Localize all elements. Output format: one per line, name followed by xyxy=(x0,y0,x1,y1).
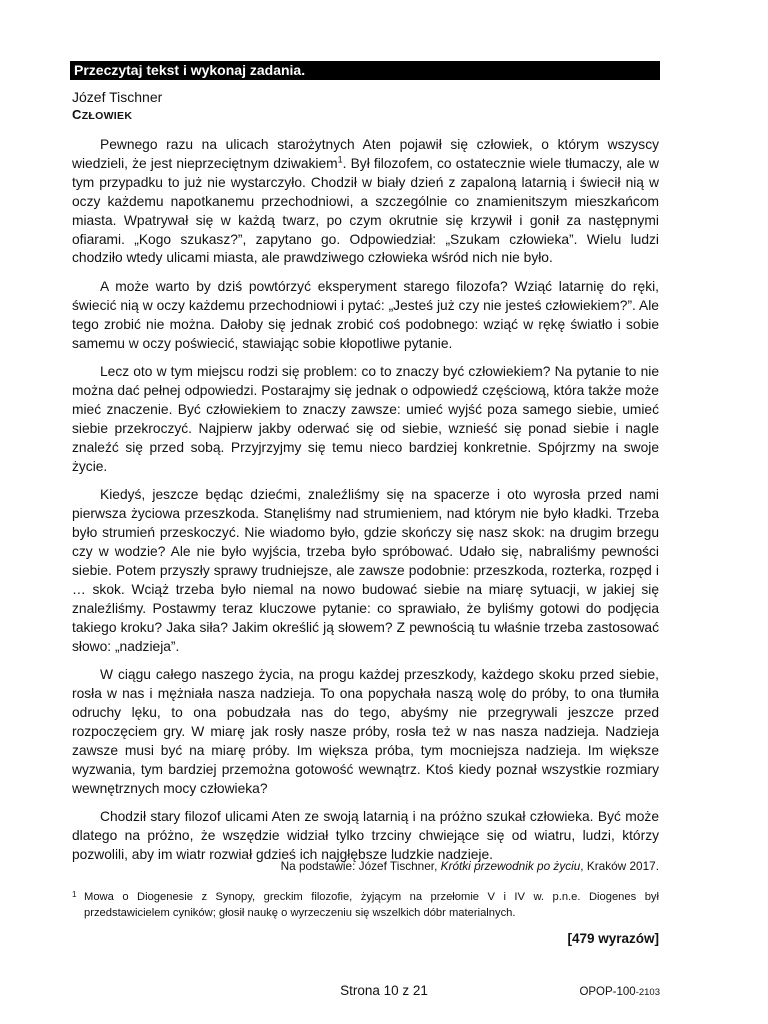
exam-code-main: OPOP-100 xyxy=(579,986,636,998)
paragraph-1-before: Pewnego razu na ulicach starożytnych Aten pojawił się człowiek, o którym wszyscy wiedzieli, że jest nieprzeciętnym dziwakiem xyxy=(72,137,659,171)
page-number: Strona 10 z 21 xyxy=(340,983,428,998)
source-book-title: Krótki przewodnik po życiu xyxy=(440,859,581,873)
exam-code xyxy=(579,984,660,1001)
author-name: Józef Tischner xyxy=(72,89,163,105)
title-rest: ZŁOWIEK xyxy=(81,110,133,122)
source-suffix: , Kraków 2017. xyxy=(580,859,659,873)
footnote-ref: 1 xyxy=(337,154,343,165)
paragraph-1-after: . Był filozofem, co ostatecznie wiele tłumaczy, ale w tym przypadku to już nie wystarczyło. Chodził w biały dzień z zapaloną latarnią i świecił nią w oczy każdemu napotkanemu przechodniowi, a szczególnie co znamienitszym mieszkańcom miasta. Wpatrywał się w każdą twarz, po czym okrutnie się krzywił i gonił za następnymi ofiarami. „Kogo szukasz?”, zapytano go. Odpowiedział: „Szukam człowieka”. Wielu ludzi chodziło wtedy ulicami miasta, ale prawdziwego człowieka wśród nich nie było. xyxy=(72,155,659,266)
paragraph-5: W ciągu całego naszego życia, na progu każdej przeszkody, każdego skoku przed siebie, rosła w nas i mężniała nasza nadzieja. To ona popychała naszą wolę do próby, to ona tłumiła odruchy lęku, to ona pobudzała nas do tego, abyśmy nie przegrywali jeszcze przed rozpoczęciem gry. W miarę jak rosły nasze próby, rosła też w nas nasza nadzieja. Nadzieja zawsze musi być na miarę próby. Im większa próba, tym mocniejsza nadzieja. Im większe wyzwania, tym bardziej przemożna gotowość wewnątrz. Ktoś kiedy poznał wszystkie rozmiary wewnętrznych mocy człowieka? xyxy=(72,667,659,796)
paragraph-6: Chodził stary filozof ulicami Aten ze swoją latarnią i na próżno szukał człowieka. Być może dlatego na próżno, że wszędzie widział tylko trzciny chwiejące się od wiatru, ludzi, którzy pozwolili, aby im wiatr rozwiał gdzieś ich najgłębsze ludzkie nadzieje. xyxy=(72,809,659,863)
paragraph-2: A może warto by dziś powtórzyć eksperyment starego filozofa? Wziąć latarnię do ręki, świecić nią w oczy każdemu przechodniowi i pytać: „Jesteś już czy nie jesteś człowiekiem?”. Ale tego zrobić nie można. Dałoby się jednak zrobić coś podobnego: wziąć w rękę światło i sobie samemu w oczy poświecić, stawiając sobie kłopotliwe pytanie. xyxy=(72,279,659,351)
paragraph-1 xyxy=(72,136,659,268)
footnote-mark: 1 xyxy=(72,890,77,899)
source-citation xyxy=(72,858,659,874)
paragraph-3: Lecz oto w tym miejscu rodzi się problem: co to znaczy być człowiekiem? Na pytanie to nie można dać pełnej odpowiedzi. Postarajmy się jednak o odpowiedź częściową, która także może mieć znaczenie. Być człowiekiem to znaczy zawsze: umieć wyjść poza samego siebie, umieć siebie przekroczyć. Najpierw jakby oderwać się od siebie, wznieść się ponad siebie i nagle znaleźć się przed sobą. Przyjrzyjmy się temu nieco bardziej konkretnie. Spójrzmy na swoje życie. xyxy=(72,364,659,474)
reading-text xyxy=(72,136,659,875)
word-count: [479 wyrazów] xyxy=(567,931,659,946)
text-title xyxy=(72,106,132,125)
instruction-text: Przeczytaj tekst i wykonaj zadania. xyxy=(74,62,306,78)
source-prefix: Na podstawie: Józef Tischner, xyxy=(280,859,441,873)
exam-code-suffix: -2103 xyxy=(635,987,660,998)
footnote xyxy=(72,889,659,921)
title-initial: C xyxy=(72,107,82,122)
paragraph-4: Kiedyś, jeszcze będąc dziećmi, znaleźliśmy się na spacerze i oto wyrosła przed nami pierwsza życiowa przeszkoda. Stanęliśmy nad strumieniem, nad którym nie było kładki. Trzeba było strumień przeskoczyć. Nie wiadomo było, gdzie skończy się nasz skok: na drugim brzegu czy w wodzie? Ale nie było wyjścia, trzeba było spróbować. Udało się, nabraliśmy pewności siebie. Potem przyszły sprawy trudniejsze, ale zawsze podobnie: przeszkoda, rozterka, rozpęd i … skok. Wciąż trzeba było niemal na nowo budować siebie na miarę sytuacji, w jakiej się znaleźliśmy. Postawmy teraz kluczowe pytanie: co sprawiało, że byliśmy gotowi do podjęcia takiego kroku? Jaka siła? Jakim określić ją słowem? Z pewnością tu właśnie trzeba zastosować słowo: „nadzieja”. xyxy=(72,487,659,654)
instruction-bar xyxy=(70,61,660,80)
footnote-text: Mowa o Diogenesie z Synopy, greckim filozofie, żyjącym na przełomie V i IV w. p.n.e. Diogenes był przedstawicielem cyników; głosił naukę o wyrzeczeniu się wszelkich dóbr materialnych. xyxy=(84,891,659,919)
